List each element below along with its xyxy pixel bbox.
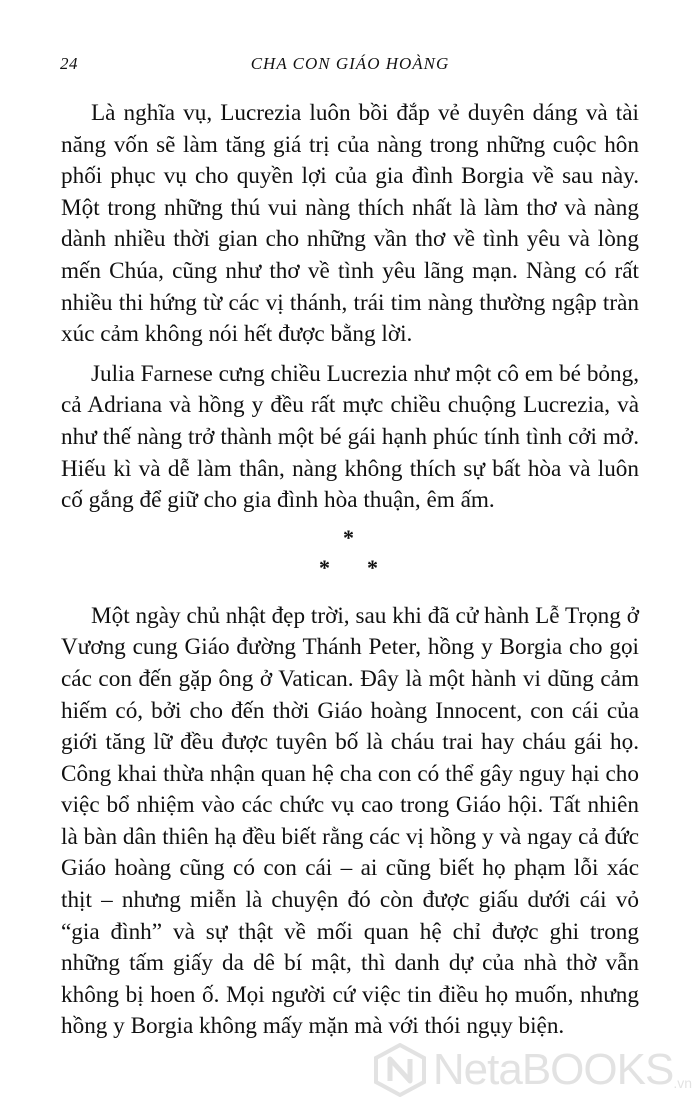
asterisk-ornament: *: [367, 554, 378, 580]
watermark-suffix: .vn: [673, 1075, 692, 1091]
book-title: CHA CON GIÁO HOÀNG: [250, 54, 450, 73]
paragraph: Julia Farnese cưng chiều Lucrezia như một cô em bé bỏng, cả Adriana và hồng y đều rất mực chiều chuộng Lucrezia, và như thế nàng trở thành một bé gái hạnh phúc tính tình cởi mở. Hiếu kì và dễ làm thân, nàng không thích sự bất hòa và luôn cố gắng để giữ cho gia đình hòa thuận, êm ấm.: [61, 360, 639, 514]
asterisk-ornament: *: [343, 524, 354, 550]
page-number: 24: [60, 54, 78, 73]
body-text: [61, 98, 639, 1051]
running-head: [60, 54, 640, 78]
watermark: [373, 1035, 692, 1105]
n-logo-icon: [373, 1043, 427, 1097]
section-break: [61, 525, 639, 595]
paragraph: Một ngày chủ nhật đẹp trời, sau khi đã cử hành Lễ Trọng ở Vương cung Giáo đường Thánh Peter, hồng y Borgia cho gọi các con đến gặp ông ở Vatican. Đây là một hành vi dũng cảm hiếm có, bởi cho đến thời Giáo hoàng Innocent, con cái của giới tăng lữ đều được tuyên bố là cháu trai hay cháu gái họ. Công khai thừa nhận quan hệ cha con có thể gây nguy hại cho việc bổ nhiệm vào các chức vụ cao trong Giáo hội. Tất nhiên là bàn dân thiên hạ đều biết rằng các vị hồng y và ngay cả đức Giáo hoàng cũng có con cái – ai cũng biết họ phạm lỗi xác thịt – nhưng miễn là chuyện đó còn được giấu dưới cái vỏ “gia đình” và sự thật về mối quan hệ chỉ được ghi trong những tấm giấy da dê bí mật, thì danh dự của nhà thờ vẫn không bị hoen ố. Mọi người cứ việc tin điều họ muốn, nhưng hồng y Borgia không mấy mặn mà với thói ngụy biện.: [61, 602, 639, 1040]
asterisk-ornament: *: [319, 554, 330, 580]
watermark-brand: NetaBOOKS: [432, 1045, 674, 1094]
paragraph: Là nghĩa vụ, Lucrezia luôn bồi đắp vẻ duyên dáng và tài năng vốn sẽ làm tăng giá trị của nàng trong những cuộc hôn phối phục vụ cho quyền lợi của gia đình Borgia về sau này. Một trong những thú vui nàng thích nhất là làm thơ và nàng dành nhiều thời gian cho những vần thơ về tình yêu và lòng mến Chúa, cũng như thơ về tình yêu lãng mạn. Nàng có rất nhiều thi hứng từ các vị thánh, trái tim nàng thường ngập tràn xúc cảm không nói hết được bằng lời.: [61, 100, 639, 348]
